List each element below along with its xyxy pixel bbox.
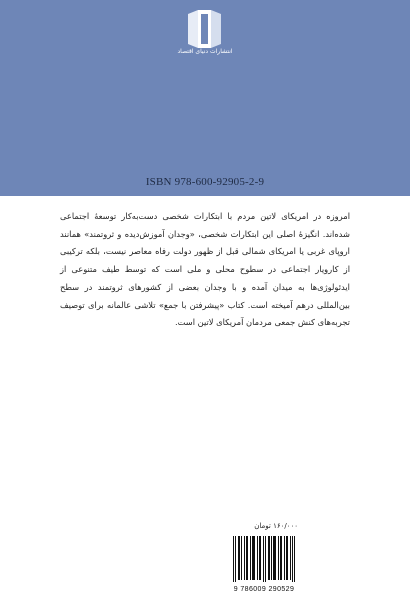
barcode-bars: [230, 536, 298, 582]
publisher-logo-icon: [174, 6, 236, 72]
publisher-name: انتشارات دنیای اقتصاد: [177, 48, 233, 55]
barcode-number: 9 786009 290529: [233, 586, 295, 593]
cover-top-panel: [0, 0, 410, 196]
isbn-text: ISBN 978-600-92905-2-9: [145, 176, 265, 188]
book-description: [60, 208, 350, 332]
description-paragraph: امروزه در امریکای لاتین مردم با ابتکارات شخصی دست‌به‌کار توسعهٔ اجتماعی شده‌اند. انگیزهٔ اصلی این ابتکارات شخصی، «وجدان آموزش‌دیده و ثروتمند» همانند اروپای غربی یا امریکای شمالی قبل از ظهور دولت رفاه معاصر نیست، بلکه ترکیبی از کارویار اجتماعی در سطوح محلی و ملی است که توسط طیف متنوعی از ایدئولوژی‌ها به میدان آمده و با وجدان بعضی از کشورهای ثروتمند در سطح بین‌المللی درهم آمیخته است. کتاب «پیشرفتن با جمع» تلاشی عالمانه برای توصیف تجربه‌های کنش جمعی مردمان آمریکای لاتین است.: [60, 211, 350, 328]
price-label: ۱۶۰/۰۰۰ تومان: [254, 522, 298, 530]
